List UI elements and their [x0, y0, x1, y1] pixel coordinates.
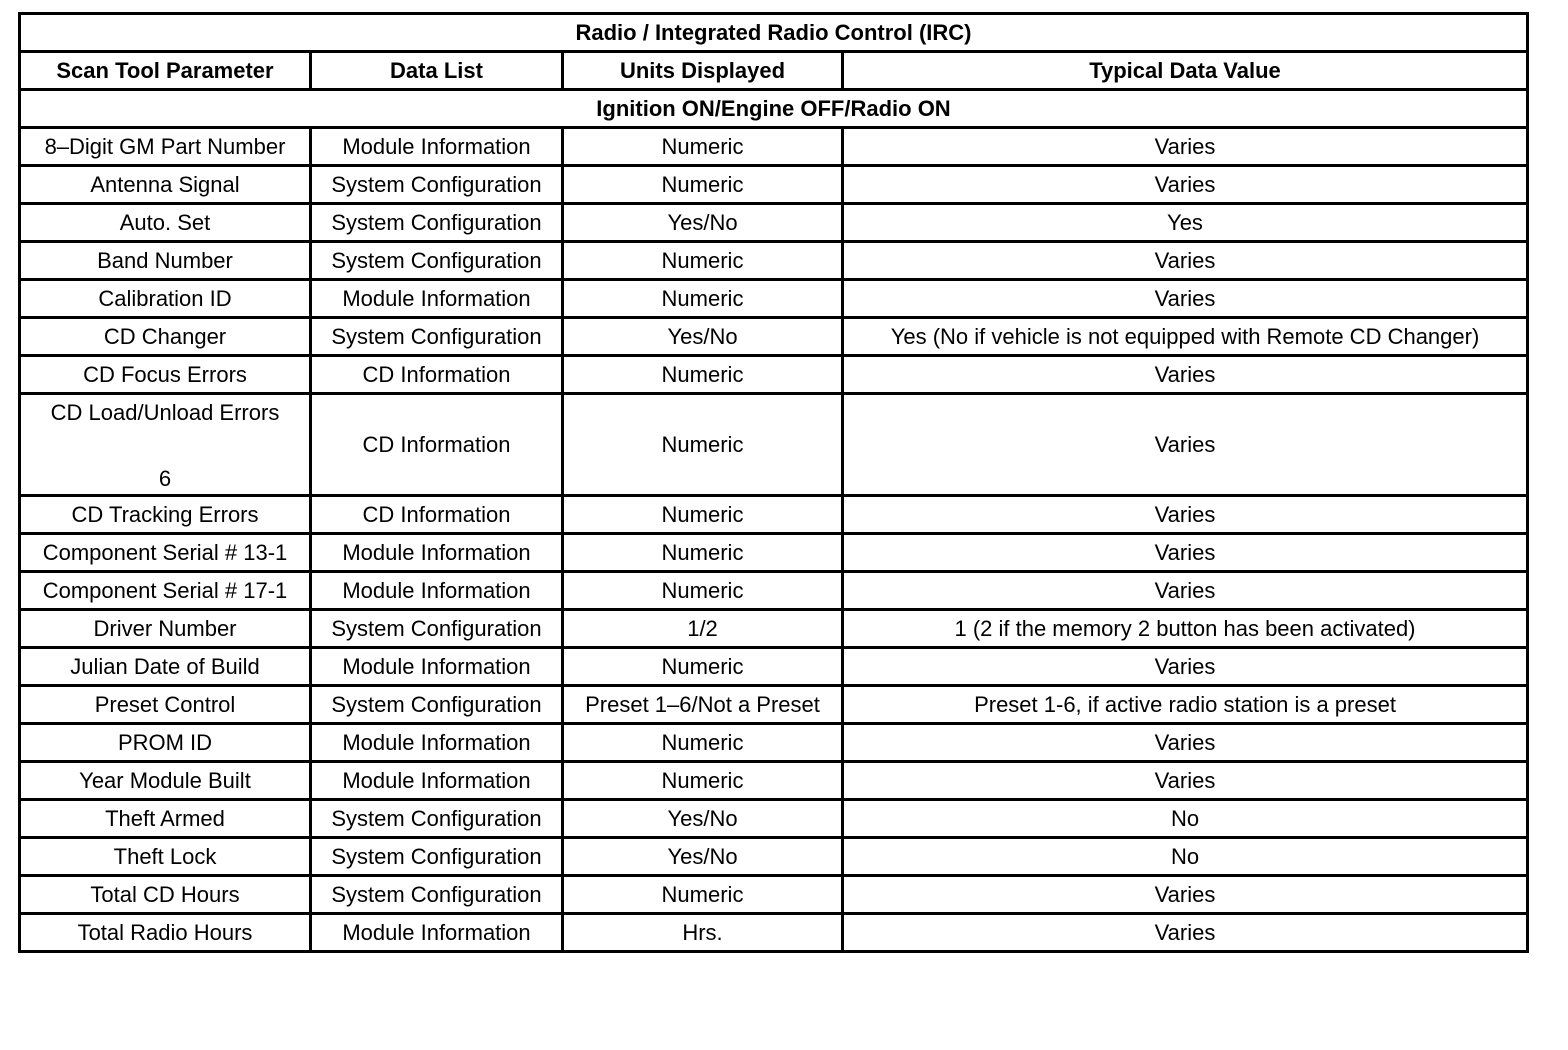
table-row — [20, 128, 1528, 166]
parameter-cell: CD Tracking Errors — [20, 496, 311, 534]
typical-value-cell: Varies — [843, 496, 1528, 534]
data-list-cell: System Configuration — [311, 838, 563, 876]
table-row — [20, 572, 1528, 610]
typical-value-cell: Yes (No if vehicle is not equipped with Remote CD Changer) — [843, 318, 1528, 356]
typical-value-cell: Yes — [843, 204, 1528, 242]
parameter-cell: Theft Lock — [20, 838, 311, 876]
table-row — [20, 838, 1528, 876]
parameter-cell: Auto. Set — [20, 204, 311, 242]
header-units-displayed: Units Displayed — [563, 52, 843, 90]
data-list-cell: Module Information — [311, 128, 563, 166]
table-row — [20, 534, 1528, 572]
parameter-cell: 8–Digit GM Part Number — [20, 128, 311, 166]
typical-value-cell: Varies — [843, 724, 1528, 762]
table-row — [20, 280, 1528, 318]
typical-value-cell: Varies — [843, 356, 1528, 394]
table-title: Radio / Integrated Radio Control (IRC) — [20, 14, 1528, 52]
units-cell: Yes/No — [563, 838, 843, 876]
parameter-cell: Antenna Signal — [20, 166, 311, 204]
parameter-cell: Total Radio Hours — [20, 914, 311, 952]
typical-value-cell: 1 (2 if the memory 2 button has been activated) — [843, 610, 1528, 648]
scan-tool-data-table — [18, 12, 1529, 953]
table-body — [20, 128, 1528, 952]
units-cell: Yes/No — [563, 800, 843, 838]
parameter-cell: Band Number — [20, 242, 311, 280]
header-data-list: Data List — [311, 52, 563, 90]
data-list-cell: Module Information — [311, 914, 563, 952]
typical-value-cell: Varies — [843, 280, 1528, 318]
data-list-cell: Module Information — [311, 572, 563, 610]
units-cell: 1/2 — [563, 610, 843, 648]
table-row — [20, 762, 1528, 800]
data-list-cell: Module Information — [311, 280, 563, 318]
parameter-cell: CD Changer — [20, 318, 311, 356]
parameter-cell: Theft Armed — [20, 800, 311, 838]
data-list-cell: System Configuration — [311, 204, 563, 242]
table-row — [20, 876, 1528, 914]
condition-label: Ignition ON/Engine OFF/Radio ON — [20, 90, 1528, 128]
table-row — [20, 914, 1528, 952]
data-list-cell: CD Information — [311, 496, 563, 534]
data-list-cell: System Configuration — [311, 318, 563, 356]
data-list-cell: Module Information — [311, 534, 563, 572]
typical-value-cell: Preset 1-6, if active radio station is a preset — [843, 686, 1528, 724]
typical-value-cell: Varies — [843, 242, 1528, 280]
units-cell: Numeric — [563, 242, 843, 280]
data-list-cell: System Configuration — [311, 242, 563, 280]
condition-row — [20, 90, 1528, 128]
units-cell: Numeric — [563, 280, 843, 318]
parameter-cell: Component Serial # 17-1 — [20, 572, 311, 610]
units-cell: Numeric — [563, 496, 843, 534]
data-list-cell: System Configuration — [311, 610, 563, 648]
table-row — [20, 496, 1528, 534]
header-typical-data-value: Typical Data Value — [843, 52, 1528, 90]
data-list-cell: System Configuration — [311, 876, 563, 914]
data-list-cell: CD Information — [311, 356, 563, 394]
units-cell: Numeric — [563, 128, 843, 166]
data-list-cell: Module Information — [311, 724, 563, 762]
typical-value-cell: Varies — [843, 914, 1528, 952]
table-row — [20, 800, 1528, 838]
units-cell: Yes/No — [563, 204, 843, 242]
data-list-cell: System Configuration — [311, 686, 563, 724]
typical-value-cell: Varies — [843, 128, 1528, 166]
parameter-cell: Total CD Hours — [20, 876, 311, 914]
table-row — [20, 394, 1528, 496]
units-cell: Numeric — [563, 724, 843, 762]
data-list-cell: System Configuration — [311, 166, 563, 204]
table-row — [20, 648, 1528, 686]
typical-value-cell: Varies — [843, 762, 1528, 800]
table-row — [20, 686, 1528, 724]
typical-value-cell: Varies — [843, 166, 1528, 204]
table-row — [20, 204, 1528, 242]
data-list-cell: CD Information — [311, 394, 563, 496]
units-cell: Numeric — [563, 356, 843, 394]
parameter-text: CD Load/Unload Errors — [50, 399, 280, 425]
data-list-cell: Module Information — [311, 762, 563, 800]
parameter-cell: PROM ID — [20, 724, 311, 762]
table-row — [20, 166, 1528, 204]
typical-value-cell: Varies — [843, 572, 1528, 610]
parameter-cell: Preset Control — [20, 686, 311, 724]
typical-value-cell: No — [843, 800, 1528, 838]
parameter-cell: Julian Date of Build — [20, 648, 311, 686]
typical-value-cell: Varies — [843, 648, 1528, 686]
parameter-cell: Driver Number — [20, 610, 311, 648]
table-row — [20, 318, 1528, 356]
typical-value-cell: Varies — [843, 534, 1528, 572]
parameter-text-line2: 6 — [158, 465, 172, 491]
typical-value-cell: Varies — [843, 876, 1528, 914]
parameter-cell — [20, 394, 311, 496]
parameter-cell: Year Module Built — [20, 762, 311, 800]
table-row — [20, 724, 1528, 762]
units-cell: Yes/No — [563, 318, 843, 356]
units-cell: Numeric — [563, 166, 843, 204]
data-list-cell: Module Information — [311, 648, 563, 686]
units-cell: Numeric — [563, 534, 843, 572]
units-cell: Numeric — [563, 572, 843, 610]
units-cell: Numeric — [563, 648, 843, 686]
table-row — [20, 242, 1528, 280]
parameter-cell: CD Focus Errors — [20, 356, 311, 394]
units-cell: Numeric — [563, 762, 843, 800]
typical-value-cell: No — [843, 838, 1528, 876]
table-header-row — [20, 52, 1528, 90]
parameter-cell: Component Serial # 13-1 — [20, 534, 311, 572]
header-scan-tool-parameter: Scan Tool Parameter — [20, 52, 311, 90]
table-title-row — [20, 14, 1528, 52]
units-cell: Hrs. — [563, 914, 843, 952]
table-row — [20, 356, 1528, 394]
parameter-cell: Calibration ID — [20, 280, 311, 318]
table-row — [20, 610, 1528, 648]
units-cell: Preset 1–6/Not a Preset — [563, 686, 843, 724]
data-list-cell: System Configuration — [311, 800, 563, 838]
units-cell: Numeric — [563, 394, 843, 496]
typical-value-cell: Varies — [843, 394, 1528, 496]
units-cell: Numeric — [563, 876, 843, 914]
